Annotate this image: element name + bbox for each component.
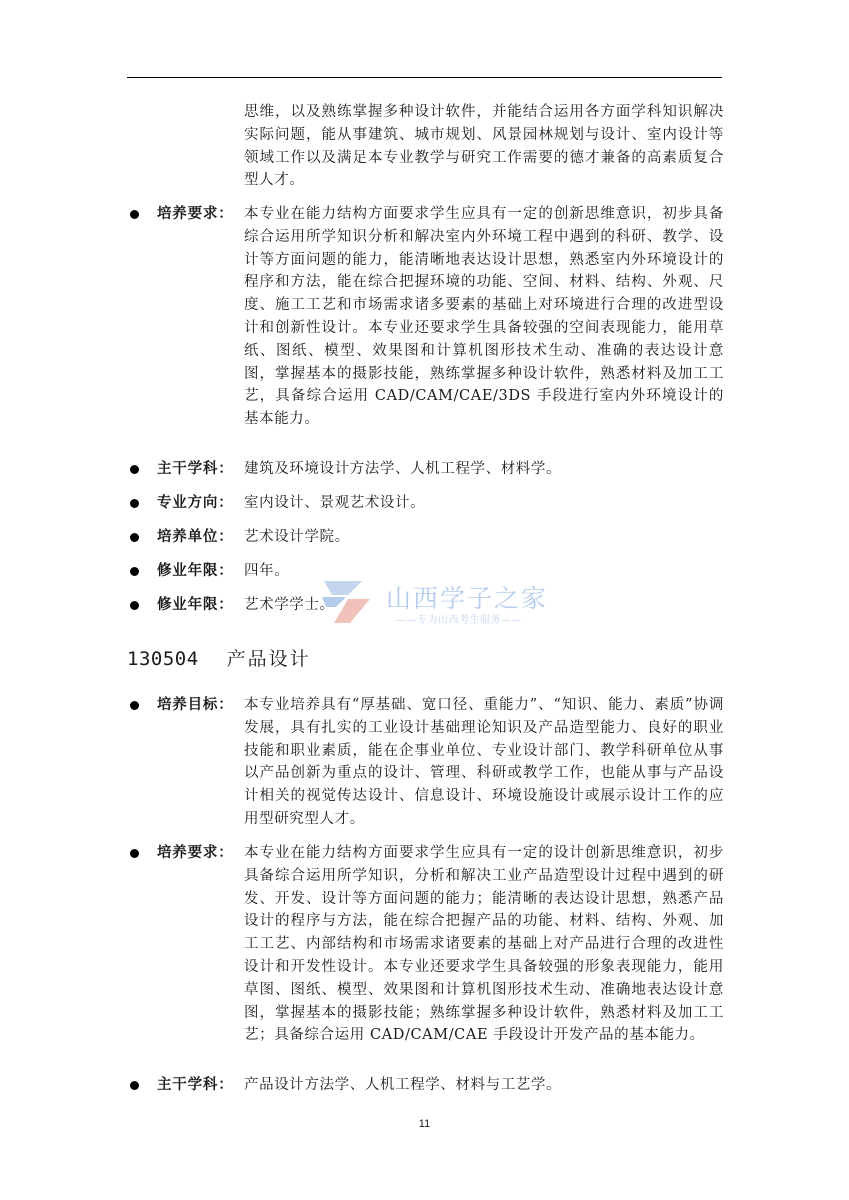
item-text: 产品设计方法学、人机工程学、材料与工艺学。 (244, 1077, 562, 1093)
item-label: 培养单位： (157, 529, 234, 545)
bullet-icon (130, 499, 139, 508)
bullet-icon (130, 567, 139, 576)
item-label: 培养目标： (157, 697, 234, 713)
watermark-subtitle: ——专为山西考生服务—— (396, 615, 522, 626)
item-main-subjects-2 (127, 1074, 724, 1097)
item-label: 培养要求： (157, 845, 234, 861)
item-text: 本专业培养具有“厚基础、宽口径、重能力”、“知识、能力、素质”协调发展，具有扎实的工业设计基础理论知识及产品造型能力、良好的职业技能和职业素质，能在企事业单位、专业设计部门、教学科研单位从事以产品创新为重点的设计、管理、科研或教学工作，也能从事与产品设计相关的视觉传达设计、信息设计、环境设施设计或展示设计工作的应用型研究型人才。 (244, 697, 724, 827)
continuation-paragraph: 思维，以及熟练掌握多种设计软件，并能结合运用各方面学科知识解决实际问题，能从事建筑、城市规划、风景园林规划与设计、室内设计等领域工作以及满足本专业教学与研究工作需要的德才兼备的高素质复合型人才。 (244, 104, 724, 189)
item-main-subjects (127, 458, 724, 481)
item-text: 建筑及环境设计方法学、人机工程学、材料学。 (244, 461, 562, 477)
major-heading (127, 644, 311, 671)
page-number: 11 (418, 1118, 431, 1130)
bullet-icon (130, 1081, 139, 1090)
item-label: 主干学科： (157, 461, 234, 477)
watermark-logo-icon (318, 577, 378, 629)
watermark (318, 577, 578, 629)
item-training-requirements (127, 203, 724, 431)
item-text: 四年。 (244, 563, 290, 579)
item-training-goal (127, 694, 724, 831)
item-label: 专业方向： (157, 495, 234, 511)
header-rule (127, 77, 722, 78)
item-text: 艺术学学士。 (244, 597, 335, 613)
item-text: 室内设计、景观艺术设计。 (244, 495, 426, 511)
item-label: 培养要求： (157, 206, 234, 222)
bullet-icon (130, 849, 139, 858)
major-name: 产品设计 (226, 648, 311, 670)
item-label: 修业年限： (157, 597, 234, 613)
bullet-icon (130, 601, 139, 610)
bullet-icon (130, 701, 139, 710)
bullet-icon (130, 210, 139, 219)
item-text: 艺术设计学院。 (244, 529, 350, 545)
bullet-icon (130, 533, 139, 542)
item-label: 主干学科： (157, 1077, 234, 1093)
item-text: 本专业在能力结构方面要求学生应具有一定的设计创新思维意识，初步具备综合运用所学知识，分析和解决工业产品造型设计过程中遇到的研发、开发、设计等方面问题的能力；能清晰的表达设计思想，熟悉产品设计的程序与方法，能在综合把握产品的功能、材料、结构、外观、加工工艺、内部结构和市场需求诸要素的基础上对产品进行合理的改进性设计和开发性设计。本专业还要求学生具备较强的形象表现能力，能用草图、图纸、模型、效果图和计算机图形技术生动、准确地表达设计意图，掌握基本的摄影技能；熟练掌握多种设计软件，熟悉材料及加工工艺；具备综合运用 CAD/CAM/CAE 手段设计开发产品的基本能力。 (244, 845, 724, 1044)
watermark-title: 山西学子之家 (386, 584, 549, 613)
major-code: 130504 (127, 648, 199, 670)
bullet-icon (130, 465, 139, 474)
item-training-requirements-2 (127, 842, 724, 1047)
item-training-unit (127, 526, 724, 549)
item-text: 本专业在能力结构方面要求学生应具有一定的创新思维意识，初步具备综合运用所学知识分析和解决室内外环境工程中遇到的科研、教学、设计等方面问题的能力，能清晰地表达设计思想，熟悉室内外环境设计的程序和方法，能在综合把握环境的功能、空间、材料、结构、外观、尺度、施工工艺和市场需求诸多要素的基础上对环境进行合理的改进型设计和创新性设计。本专业还要求学生具备较强的空间表现能力，能用草纸、图纸、模型、效果图和计算机图形技术生动、准确的表达设计意图，掌握基本的摄影技能，熟练掌握多种设计软件，熟悉材料及加工工艺，具备综合运用 CAD/CAM/CAE/3DS 手段进行室内外环境设计的基本能力。 (244, 206, 724, 428)
item-label: 修业年限： (157, 563, 234, 579)
item-direction (127, 492, 724, 515)
